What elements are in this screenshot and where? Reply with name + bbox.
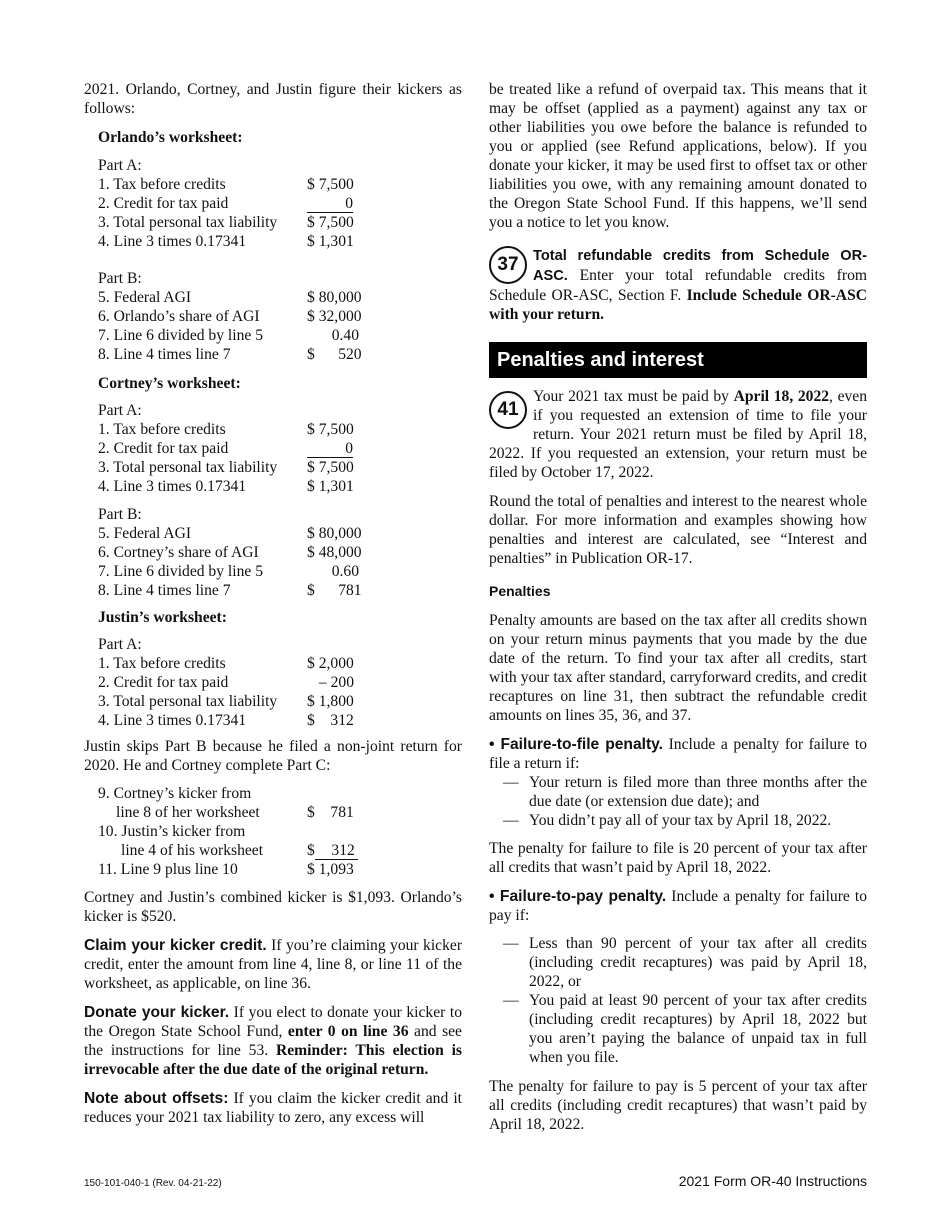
worksheet-row: 4. Line 3 times 0.17341 $ 1,301 [98,478,354,495]
worksheet-row: line 8 of her worksheet $ 781 [116,804,354,821]
worksheet-row: 3. Total personal tax liability $ 7,500 [98,214,354,231]
line-41-number-icon: 41 [489,391,527,429]
section-banner: Penalties and interest [489,342,867,378]
worksheet-title: Orlando’s worksheet: [98,129,243,146]
list-item: — Less than 90 percent of your tax after all credits (including credit recaptures) was paid by April 18, 2022, or [503,935,867,990]
line-41-section: 41 Your 2021 tax must be paid by April 18, 2022, even if you requested an extension of time to file your return. Your 2021 return must be filed by April 18, 2022. If you requested an extension, your return must be filed by October 17, 2022. [489,388,868,481]
claim-paragraph: Claim your kicker credit. If you’re claiming your kicker credit, enter the amount from line 4, line 8, or line 11 of the worksheet, as applicable, on line 36. [84,937,463,992]
worksheet-row: 5. Federal AGI $ 80,000 [98,289,362,306]
part-label: Part B: [98,270,142,287]
part-label: Part A: [98,157,142,174]
worksheet-lines [98,420,462,496]
worksheet-row: 4. Line 3 times 0.17341 $ 312 [98,712,354,729]
offsets-paragraph: Note about offsets: If you claim the kicker credit and it reduces your 2021 tax liability to zero, any excess will [84,1090,462,1126]
worksheet-row: 8. Line 4 times line 7 $ 781 [98,582,362,599]
donate-paragraph: Donate your kicker. If you elect to donate your kicker to the Oregon State School Fund, enter 0 on line 36 and see the instructions for line 53. Reminder: This election is irrevocable after the due date of the original return. [84,1004,462,1078]
right-column [489,80,867,1134]
line-37-section: 37 Total refundable credits from Schedule OR-ASC. Enter your total refundable credits from Schedule OR-ASC, Section F. Include Schedule OR-ASC with your return. [489,248,867,323]
failure-to-file-item: • Failure-to-file penalty. Include a penalty for failure to file a return if: [489,736,867,772]
line-37-number-icon: 37 [489,246,527,284]
list-item: — Your return is filed more than three months after the due date (or extension due date); and [503,774,867,810]
worksheet-row: 7. Line 6 divided by line 5 0.60 [98,563,359,580]
failure-to-pay-rate: The penalty for failure to pay is 5 percent of your tax after all credits (including credit recaptures) that wasn’t paid by April 18, 2022. [489,1078,867,1133]
worksheet-row: 8. Line 4 times line 7 $ 520 [98,346,362,363]
combined-kicker-text: Cortney and Justin’s combined kicker is $1,093. Orlando’s kicker is $520. [84,889,462,925]
worksheet-row: 10. Justin’s kicker from [98,823,246,840]
worksheet-row: 2. Credit for tax paid 0 [98,440,353,457]
worksheet-row: 9. Cortney’s kicker from [98,785,252,802]
worksheet-row: 1. Tax before credits $ 2,000 [98,655,354,672]
cortney-worksheet [98,374,462,600]
worksheet-row: 1. Tax before credits $ 7,500 [98,176,354,193]
part-label: Part A: [98,402,142,419]
worksheet-row: 4. Line 3 times 0.17341 $ 1,301 [98,233,354,250]
penalties-heading: Penalties [489,583,551,599]
worksheet-row: 7. Line 6 divided by line 5 0.40 [98,327,359,344]
worksheet-row: line 4 of his worksheet $ 312 [98,841,462,860]
worksheet-title: Justin’s worksheet: [98,609,227,626]
failure-to-file-list [489,773,867,830]
part-label: Part B: [98,506,142,523]
worksheet-row: 6. Cortney’s share of AGI $ 48,000 [98,544,362,561]
list-item: — You didn’t pay all of your tax by April 18, 2022. [503,812,832,829]
list-item: — You paid at least 90 percent of your tax after credits (including credit recaptures) by April 18, 2022 but you aren’t paying the balance of unpaid tax in full when you file. [503,992,867,1066]
worksheet-row: 6. Orlando’s share of AGI $ 32,000 [98,308,362,325]
worksheet-lines [98,654,462,730]
failure-to-file-rate: The penalty for failure to file is 20 percent of your tax after all credits that wasn’t paid by April 18, 2022. [489,840,867,876]
worksheet-row: 3. Total personal tax liability $ 7,500 [98,459,354,476]
part-c-worksheet [98,784,462,879]
worksheet-lines [98,288,462,364]
worksheet-lines [98,524,462,600]
footer-title: 2021 Form OR-40 Instructions [678,1173,867,1189]
worksheet-row: 3. Total personal tax liability $ 1,800 [98,693,354,710]
worksheet-row: 2. Credit for tax paid 0 [98,195,353,212]
form-number: 150-101-040-1 (Rev. 04-21-22) [84,1178,222,1189]
worksheet-row: 11. Line 9 plus line 10 $ 1,093 [98,861,354,878]
offset-continuation: be treated like a refund of overpaid tax. This means that it may be offset (applied as a payment) against any tax or other liabilities you owe before the balance is refunded to you or applied (see Refund applications, below). If you donate your kicker, it may be used first to offset tax or other liabilities you owe, with any remaining amount donated to the Oregon State School Fund. If this happens, we’ll send you a notice to let you know. [489,81,867,231]
worksheet-row: 2. Credit for tax paid – 200 [98,674,354,691]
justin-worksheet [98,608,462,730]
worksheet-title: Cortney’s worksheet: [98,375,241,392]
rounding-paragraph: Round the total of penalties and interest to the nearest whole dollar. For more information and examples showing how penalties and interest are calculated, see “Interest and penalties” in Publication OR-17. [489,493,867,567]
worksheet-row: 5. Federal AGI $ 80,000 [98,525,362,542]
failure-to-pay-list [489,934,867,1067]
failure-to-pay-item: • Failure-to-pay penalty. Include a penalty for failure to pay if: [489,888,867,924]
part-c-intro: Justin skips Part B because he filed a non-joint return for 2020. He and Cortney complete Part C: [84,738,462,774]
part-label: Part A: [98,636,142,653]
worksheet-lines [98,175,462,251]
intro-text: 2021. Orlando, Cortney, and Justin figure their kickers as follows: [84,81,462,117]
penalties-paragraph: Penalty amounts are based on the tax after all credits shown on your return minus payments that you made by the due date of the return. To find your tax after all credits, start with your tax after standard, carryforward credits, and credit recaptures on line 31, then subtract the refundable credit amounts on lines 35, 36, and 37. [489,612,867,724]
orlando-worksheet [98,128,462,364]
worksheet-row: 1. Tax before credits $ 7,500 [98,421,354,438]
left-column [84,80,462,1127]
